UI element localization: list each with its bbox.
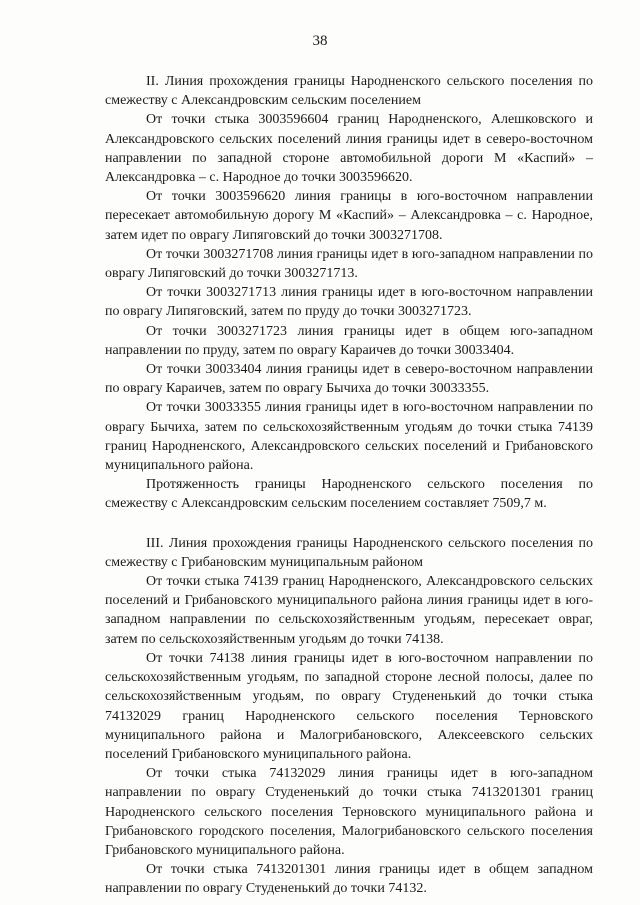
- paragraph: От точки стыка 7413201301 линия границы идет в общем западном направлении по оврагу Студененький до точки 74132.: [105, 862, 593, 897]
- paragraph: От точки 30033404 линия границы идет в северо-восточном направлении по оврагу Караичев, затем по оврагу Бычиха до точки 30033355.: [105, 362, 593, 397]
- paragraph: От точки 3003271723 линия границы идет в общем юго-западном направлении по пруду, затем по оврагу Караичев до точки 30033404.: [105, 323, 593, 358]
- section-spacer: [105, 514, 593, 534]
- section-heading: III. Линия прохождения границы Народненского сельского поселения по смежеству с Грибановским муниципальным районом: [105, 535, 593, 570]
- paragraph: От точки 30033355 линия границы идет в юго-восточном направлении по оврагу Бычиха, затем по сельскохозяйственным угодьям до точки стыка 74139 границ Народненского, Александровского сельских поселений и Грибановского муниципального района.: [105, 400, 593, 474]
- paragraph: От точки 74138 линия границы идет в юго-восточном направлении по сельскохозяйственным угодьям, по западной стороне лесной полосы, далее по сельскохозяйственным угодьям, по оврагу Студененький до точки стыка 74132029 границ Народненского сельского поселения Терновского муниципального района и Малогрибановского, Алексеевского сельских поселений Грибановского муниципального района.: [105, 650, 593, 762]
- paragraph: От точки 3003271713 линия границы идет в юго-восточном направлении по оврагу Липяговский, затем по пруду до точки 3003271723.: [105, 285, 593, 320]
- paragraph: Протяженность границы Народненского сельского поселения по смежеству с Александровским сельским поселением составляет 7509,7 м.: [105, 477, 593, 512]
- paragraph: От точки стыка 74132029 линия границы идет в юго-западном направлении по оврагу Студененький до точки стыка 7413201301 границ Народненского сельского поселения Терновского муниципального района и Грибановского городского поселения, Малогрибановского сельского поселения Грибановского муниципального района.: [105, 766, 593, 858]
- page-number: 38: [312, 33, 328, 49]
- document-body: [105, 72, 593, 899]
- paragraph: От точки стыка 3003596604 границ Народненского, Алешковского и Александровского сельских поселений линия границы идет в северо-восточном направлении по западной стороне автомобильной дороги М «Каспий» – Александровка – с. Народное до точки 3003596620.: [105, 112, 593, 186]
- paragraph: От точки 3003596620 линия границы в юго-восточном направлении пересекает автомобильную дорогу М «Каспий» – Александровка – с. Народное, затем идет по оврагу Липяговский до точки 3003271708.: [105, 189, 593, 243]
- paragraph: От точки стыка 74139 границ Народненского, Александровского сельских поселений и Грибановского муниципального района линия границы идет в юго-западном направлении по сельскохозяйственным угодьям, пересекает овраг, затем по сельскохозяйственным угодьям до точки 74138.: [105, 574, 593, 647]
- paragraph: От точки 3003271708 линия границы идет в юго-западном направлении по оврагу Липяговский до точки 3003271713.: [105, 246, 593, 282]
- section-heading: II. Линия прохождения границы Народненского сельского поселения по смежеству с Александровским сельским поселением: [105, 74, 593, 109]
- section-2: [105, 72, 593, 514]
- section-3: [105, 534, 593, 899]
